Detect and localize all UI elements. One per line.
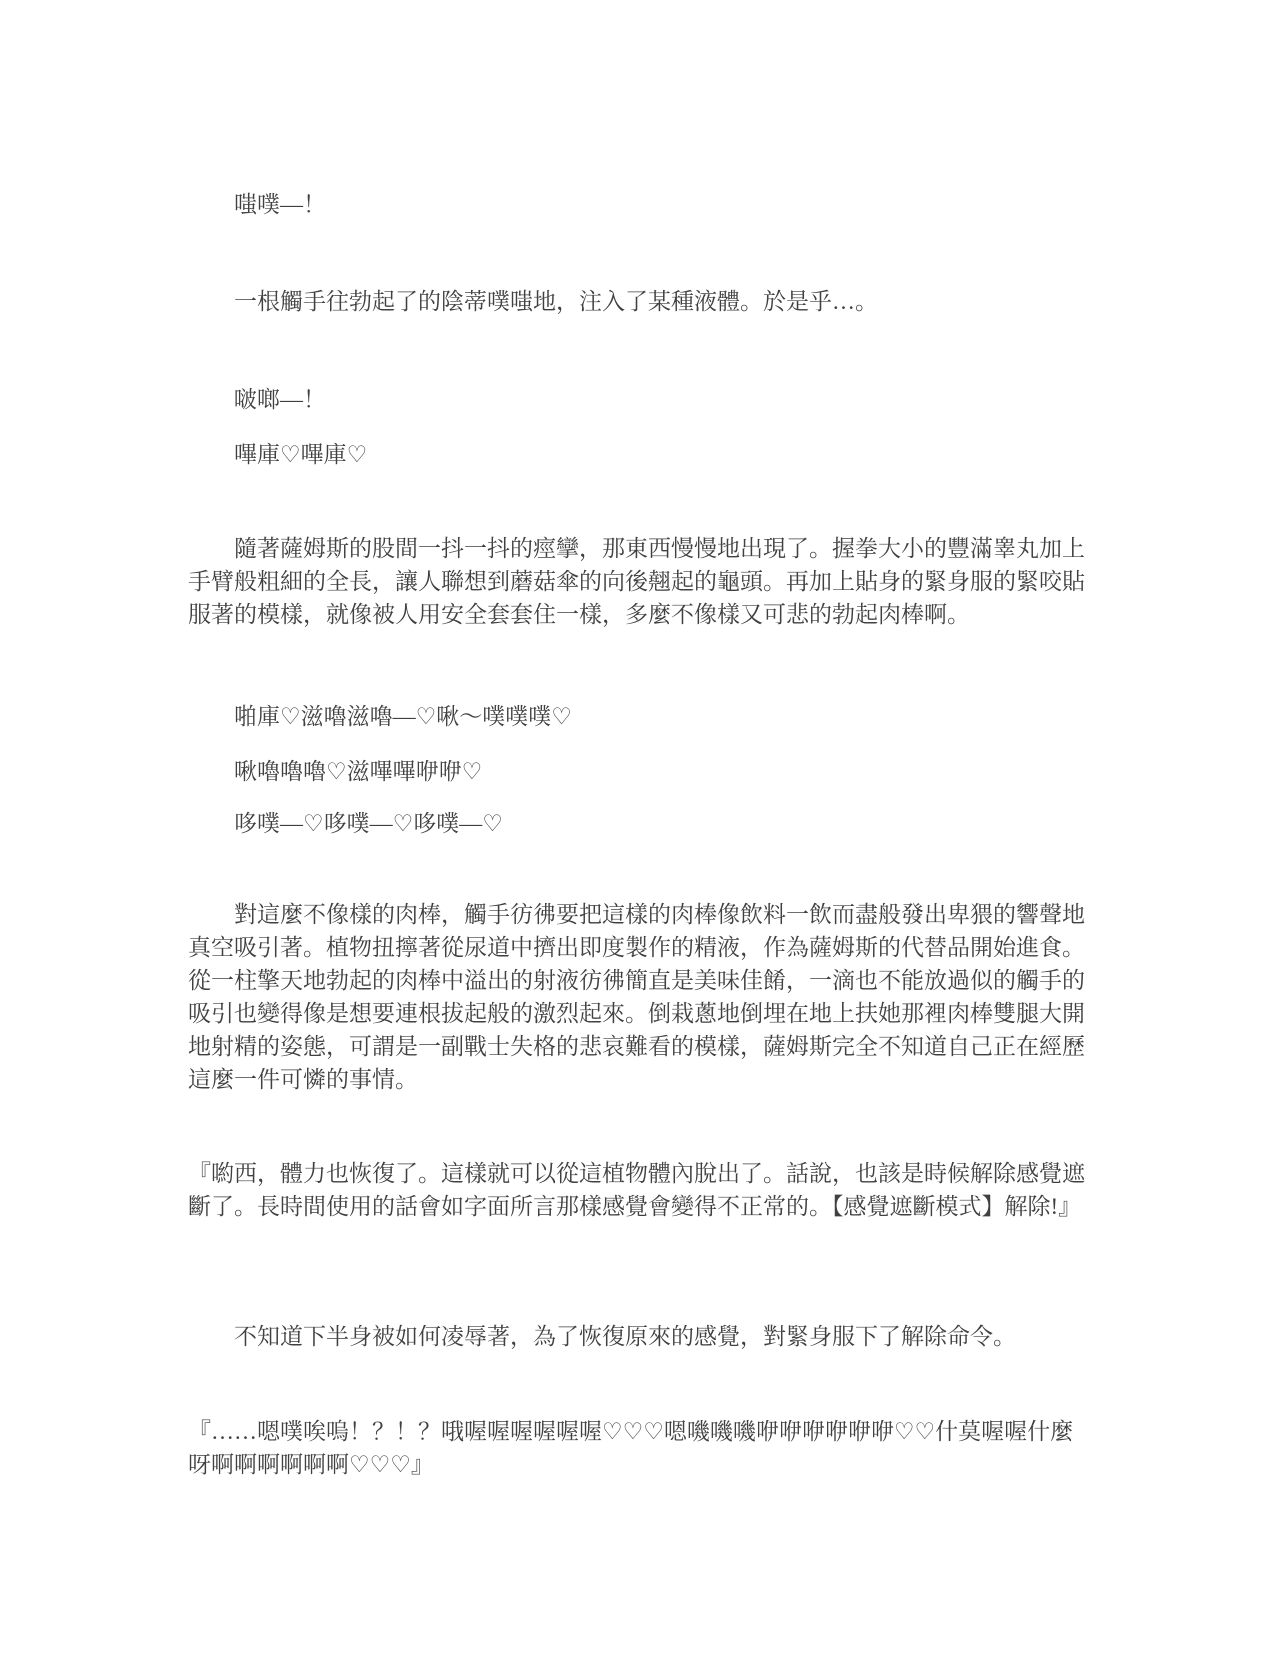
- sfx-line-2: 啵啷—！: [234, 387, 326, 412]
- sfx-line-5: 啾嚕嚕嚕♡滋嗶嗶咿咿♡: [234, 759, 483, 784]
- narration-paragraph-1: 一根觸手往勃起了的陰蒂噗嗤地，注入了某種液體。於是乎…。: [234, 289, 878, 314]
- narration-paragraph-4: 不知道下半身被如何凌辱著，為了恢復原來的感覺，對緊身服下了解除命令。: [234, 1324, 1016, 1349]
- dialog-line-2: 『……嗯噗唉嗚！？！？哦喔喔喔喔喔喔♡♡♡嗯嘰嘰嘰咿咿咿咿咿咿♡♡什莫喔喔什麼呀啊啊啊啊啊啊♡♡♡』: [188, 1419, 1074, 1477]
- narration-paragraph-2: 隨著薩姆斯的股間一抖一抖的痙攣，那東西慢慢地出現了。握拳大小的豐滿睾丸加上手臂般粗細的全長，讓人聯想到蘑菇傘的向後翹起的龜頭。再加上貼身的緊身服的緊咬貼服著的模樣，就像被人用安全套套住一樣，多麼不像樣又可悲的勃起肉棒啊。: [188, 536, 1085, 627]
- sfx-line-4: 啪庫♡滋嚕滋嚕—♡啾～噗噗噗♡: [234, 704, 572, 729]
- sfx-line-1: 嗤噗—！: [234, 192, 326, 217]
- sfx-line-3: 嗶庫♡嗶庫♡: [234, 442, 368, 467]
- sfx-line-6: 哆噗—♡哆噗—♡哆噗—♡: [234, 811, 503, 836]
- narration-paragraph-3: 對這麼不像樣的肉棒，觸手彷彿要把這樣的肉棒像飲料一飲而盡般發出卑猥的響聲地真空吸引著。植物扭擰著從尿道中擠出即度製作的精液，作為薩姆斯的代替品開始進食。從一柱擎天地勃起的肉棒中溢出的射液彷彿簡直是美味佳餚，一滴也不能放過似的觸手的吸引也變得像是想要連根拔起般的激烈起來。倒栽蔥地倒埋在地上扶她那裡肉棒雙腿大開地射精的姿態，可謂是一副戰士失格的悲哀難看的模樣，薩姆斯完全不知道自己正在經歷這麼一件可憐的事情。: [188, 902, 1085, 1092]
- dialog-line-1: 『喲西，體力也恢復了。這樣就可以從這植物體內脫出了。話說，也該是時候解除感覺遮斷了。長時間使用的話會如字面所言那樣感覺會變得不正常的。【感覺遮斷模式】解除!』: [188, 1161, 1085, 1219]
